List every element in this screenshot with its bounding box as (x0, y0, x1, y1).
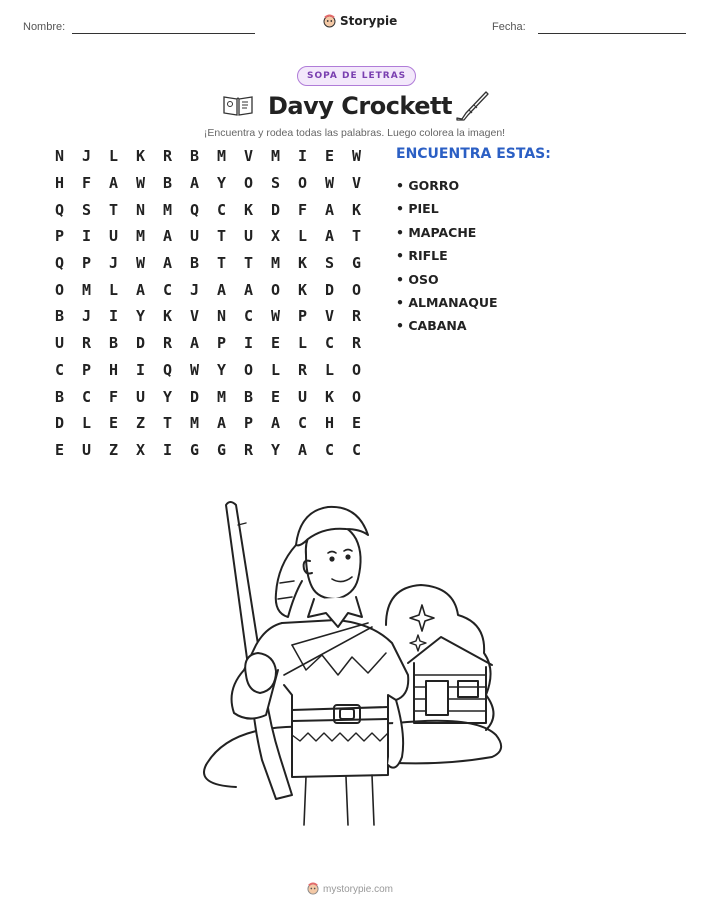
grid-cell[interactable]: M (189, 414, 200, 433)
footer (307, 880, 393, 899)
grid-cell[interactable]: L (297, 334, 308, 353)
grid-cell[interactable]: J (189, 280, 200, 299)
grid-cell[interactable]: L (324, 360, 335, 379)
grid-cell[interactable]: J (81, 147, 92, 166)
grid-cell[interactable]: W (189, 360, 200, 379)
grid-cell[interactable]: B (108, 334, 119, 353)
grid-cell[interactable]: C (54, 360, 65, 379)
grid-cell[interactable]: H (108, 360, 119, 379)
grid-cell[interactable]: W (135, 254, 146, 273)
word-list-title: ENCUENTRA ESTAS: (396, 146, 551, 162)
grid-cell[interactable]: M (162, 200, 173, 219)
grid-cell[interactable]: J (108, 254, 119, 273)
grid-cell[interactable]: V (243, 147, 254, 166)
grid-cell[interactable]: R (81, 334, 92, 353)
grid-cell[interactable]: G (216, 440, 227, 459)
grid-cell[interactable]: R (351, 334, 362, 353)
grid-cell[interactable]: U (189, 227, 200, 246)
grid-cell[interactable]: P (81, 360, 92, 379)
grid-cell[interactable]: R (243, 440, 254, 459)
grid-cell[interactable]: Y (162, 387, 173, 406)
grid-cell[interactable]: U (243, 227, 254, 246)
grid-cell[interactable]: M (81, 280, 92, 299)
grid-cell[interactable]: R (162, 334, 173, 353)
grid-cell[interactable]: W (324, 174, 335, 193)
grid-cell[interactable]: A (243, 280, 254, 299)
grid-cell[interactable]: C (243, 307, 254, 326)
grid-cell[interactable]: B (162, 174, 173, 193)
storypie-logo-icon (323, 14, 336, 28)
grid-cell[interactable]: V (189, 307, 200, 326)
grid-cell[interactable]: O (270, 280, 281, 299)
grid-cell[interactable]: T (108, 200, 119, 219)
grid-cell[interactable]: Y (135, 307, 146, 326)
grid-cell[interactable]: W (270, 307, 281, 326)
instructions: ¡Encuentra y rodea todas las palabras. Luego colorea la imagen! (203, 127, 506, 139)
grid-cell[interactable]: A (216, 280, 227, 299)
word-list (396, 146, 551, 338)
grid-cell[interactable]: J (81, 307, 92, 326)
grid-cell[interactable]: U (108, 227, 119, 246)
grid-cell[interactable]: H (54, 174, 65, 193)
grid-cell[interactable]: O (54, 280, 65, 299)
grid-cell[interactable]: K (162, 307, 173, 326)
grid-cell[interactable]: A (135, 280, 146, 299)
word-list-item: • PIEL (396, 201, 439, 217)
grid-cell[interactable]: I (135, 360, 146, 379)
grid-cell[interactable]: G (189, 440, 200, 459)
grid-cell[interactable]: L (108, 280, 119, 299)
grid-cell[interactable]: A (108, 174, 119, 193)
word-list-item: • OSO (396, 271, 439, 287)
grid-cell[interactable]: A (189, 334, 200, 353)
grid-cell[interactable]: B (54, 387, 65, 406)
grid-cell[interactable]: I (243, 334, 254, 353)
grid-cell[interactable]: R (162, 147, 173, 166)
word-list-item: • ALMANAQUE (396, 294, 498, 310)
rifle-icon (454, 88, 490, 126)
book-icon (222, 93, 254, 121)
grid-cell[interactable]: P (54, 227, 65, 246)
grid-cell[interactable]: A (216, 414, 227, 433)
grid-cell[interactable]: O (351, 360, 362, 379)
grid-cell[interactable]: U (135, 387, 146, 406)
grid-cell[interactable]: Q (189, 200, 200, 219)
grid-cell[interactable]: P (81, 254, 92, 273)
date-label: Fecha: (492, 21, 526, 33)
grid-cell[interactable]: B (189, 147, 200, 166)
grid-cell[interactable]: O (351, 280, 362, 299)
grid-cell[interactable]: B (243, 387, 254, 406)
grid-cell[interactable]: S (81, 200, 92, 219)
grid-cell[interactable]: N (135, 200, 146, 219)
grid-cell[interactable]: D (54, 414, 65, 433)
grid-cell[interactable]: K (243, 200, 254, 219)
grid-cell[interactable]: N (216, 307, 227, 326)
grid-cell[interactable]: F (297, 200, 308, 219)
grid-cell[interactable]: L (297, 227, 308, 246)
grid-cell[interactable]: T (216, 254, 227, 273)
word-list-item: • GORRO (396, 178, 460, 193)
grid-cell[interactable]: A (297, 440, 308, 459)
grid-cell[interactable]: U (81, 440, 92, 459)
word-list-item: • CABANA (396, 318, 467, 334)
grid-cell[interactable]: Q (54, 254, 65, 273)
grid-cell[interactable]: E (270, 334, 281, 353)
page-title: Davy Crockett (268, 92, 452, 120)
grid-cell[interactable]: E (54, 440, 65, 459)
grid-cell[interactable]: I (108, 307, 119, 326)
grid-cell[interactable]: Y (216, 174, 227, 193)
grid-cell[interactable]: K (297, 254, 308, 273)
grid-cell[interactable]: M (270, 147, 281, 166)
grid-cell[interactable]: M (216, 147, 227, 166)
grid-cell[interactable]: L (270, 360, 281, 379)
grid-cell[interactable]: O (243, 174, 254, 193)
grid-cell[interactable]: Y (270, 440, 281, 459)
grid-cell[interactable]: Y (216, 360, 227, 379)
grid-cell[interactable]: A (162, 227, 173, 246)
grid-cell[interactable]: E (351, 414, 362, 433)
grid-cell[interactable]: A (270, 414, 281, 433)
grid-cell[interactable]: A (189, 174, 200, 193)
grid-cell[interactable]: D (324, 280, 335, 299)
name-label: Nombre: (23, 21, 66, 33)
footer-url[interactable]: mystorypie.com (323, 884, 394, 895)
grid-cell[interactable]: E (108, 414, 119, 433)
grid-cell[interactable]: N (54, 147, 65, 166)
storypie-brand (323, 14, 397, 28)
grid-cell[interactable]: Q (54, 200, 65, 219)
grid-cell[interactable]: C (216, 200, 227, 219)
grid-cell[interactable]: A (324, 200, 335, 219)
grid-cell[interactable]: L (81, 414, 92, 433)
word-search-grid[interactable] (46, 143, 370, 463)
grid-cell[interactable]: S (270, 174, 281, 193)
grid-cell[interactable]: I (81, 227, 92, 246)
grid-cell[interactable]: K (324, 387, 335, 406)
grid-cell[interactable]: A (324, 227, 335, 246)
grid-cell[interactable]: S (324, 254, 335, 273)
grid-cell[interactable]: T (351, 227, 362, 246)
grid-cell[interactable]: L (108, 147, 119, 166)
grid-cell[interactable]: U (54, 334, 65, 353)
grid-cell[interactable]: T (216, 227, 227, 246)
grid-cell[interactable]: W (135, 174, 146, 193)
brand-name: Storypie (340, 14, 398, 28)
grid-cell[interactable]: Q (162, 360, 173, 379)
grid-cell[interactable]: C (351, 440, 362, 459)
grid-cell[interactable]: T (162, 414, 173, 433)
grid-cell[interactable]: K (351, 200, 362, 219)
grid-cell[interactable]: O (297, 174, 308, 193)
grid-cell[interactable]: C (324, 334, 335, 353)
name-line[interactable] (72, 33, 255, 34)
grid-cell[interactable]: I (297, 147, 308, 166)
grid-cell[interactable]: A (162, 254, 173, 273)
word-list-item: • MAPACHE (396, 224, 477, 240)
grid-cell[interactable]: O (243, 360, 254, 379)
grid-cell[interactable]: C (162, 280, 173, 299)
grid-cell[interactable]: D (189, 387, 200, 406)
storypie-logo-icon (307, 880, 319, 899)
grid-cell[interactable]: D (135, 334, 146, 353)
grid-cell[interactable]: Z (108, 440, 119, 459)
grid-cell[interactable]: P (216, 334, 227, 353)
grid-cell[interactable]: C (81, 387, 92, 406)
grid-cell[interactable]: F (81, 174, 92, 193)
grid-cell[interactable]: H (324, 414, 335, 433)
grid-cell[interactable]: E (270, 387, 281, 406)
grid-cell[interactable]: Z (135, 414, 146, 433)
grid-cell[interactable]: C (324, 440, 335, 459)
word-list-item: • RIFLE (396, 248, 448, 264)
grid-cell[interactable]: P (243, 414, 254, 433)
grid-cell[interactable]: D (270, 200, 281, 219)
grid-cell[interactable]: B (189, 254, 200, 273)
grid-cell[interactable]: K (297, 280, 308, 299)
grid-cell[interactable]: E (324, 147, 335, 166)
grid-cell[interactable]: F (108, 387, 119, 406)
grid-cell[interactable]: M (216, 387, 227, 406)
date-line[interactable] (538, 33, 686, 34)
grid-cell[interactable]: C (297, 414, 308, 433)
grid-cell[interactable]: I (162, 440, 173, 459)
grid-cell[interactable]: V (324, 307, 335, 326)
davy-crockett-illustration (196, 495, 512, 839)
grid-cell[interactable]: V (351, 174, 362, 193)
grid-cell[interactable]: W (351, 147, 362, 166)
grid-cell[interactable]: K (135, 147, 146, 166)
grid-cell[interactable]: R (297, 360, 308, 379)
grid-cell[interactable]: P (297, 307, 308, 326)
grid-cell[interactable]: X (135, 440, 146, 459)
grid-cell[interactable]: G (351, 254, 362, 273)
grid-cell[interactable]: T (243, 254, 254, 273)
puzzle-type-badge: SOPA DE LETRAS (297, 66, 416, 86)
grid-cell[interactable]: O (351, 387, 362, 406)
grid-cell[interactable]: M (270, 254, 281, 273)
grid-cell[interactable]: U (297, 387, 308, 406)
grid-cell[interactable]: M (135, 227, 146, 246)
grid-cell[interactable]: X (270, 227, 281, 246)
grid-cell[interactable]: R (351, 307, 362, 326)
grid-cell[interactable]: B (54, 307, 65, 326)
